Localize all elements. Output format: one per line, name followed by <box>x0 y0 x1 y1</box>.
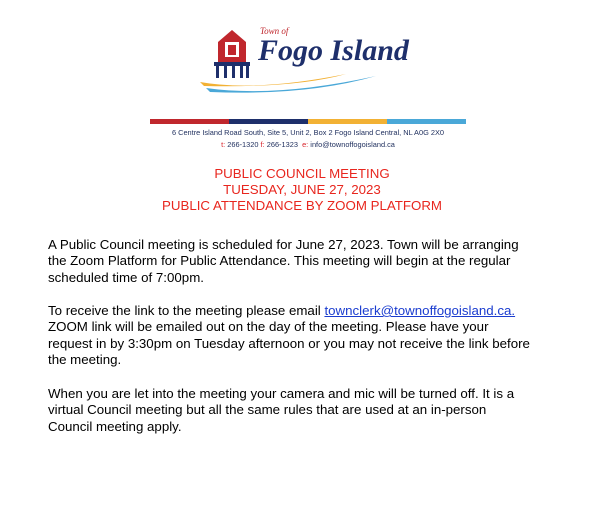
paragraph3-line1: When you are let into the meeting your camera and mic will be turned off. It is a <box>48 386 515 401</box>
paragraph3-line3: Council meeting apply. <box>48 418 182 434</box>
notice-heading <box>0 166 604 214</box>
bar-segment-gold <box>308 119 387 124</box>
paragraph-rules <box>48 386 588 435</box>
clerk-email-link[interactable]: townclerk@townoffogoisland.ca. <box>324 303 516 318</box>
heading-line-1: PUBLIC COUNCIL MEETING <box>214 166 390 181</box>
phone-number: 266-1320 <box>227 140 259 149</box>
paragraph-link <box>48 303 588 368</box>
heading-line-2: TUESDAY, JUNE 27, 2023 <box>223 182 381 197</box>
fax-label: f: <box>260 140 265 149</box>
paragraph2-line4: the meeting. <box>48 351 122 367</box>
fax-number: 266-1323 <box>266 140 298 149</box>
paragraph2-line1-prefix: To receive the link to the meeting please email <box>48 303 325 318</box>
address-line: 6 Centre Island Road South, Site 5, Unit 2, Box 2 Fogo Island Central, NL A0G 2X0 <box>171 128 445 137</box>
paragraph-schedule <box>48 237 588 286</box>
phone-label: t: <box>221 140 226 149</box>
paragraph1-line2: the Zoom Platform for Public Attendance. This meeting will begin at the regular <box>48 253 511 269</box>
town-logo <box>196 18 436 98</box>
paragraph2-line2: ZOOM link will be emailed out on the day of the meeting. Please have your <box>48 319 489 335</box>
heading-line-3: PUBLIC ATTENDANCE BY ZOOM PLATFORM <box>161 198 442 213</box>
bar-segment-blue <box>387 119 466 124</box>
bar-segment-navy <box>229 119 308 124</box>
contact-email: info@townoffogoisland.ca <box>310 140 395 149</box>
bar-segment-red <box>150 119 229 124</box>
paragraph1-line1: A Public Council meeting is scheduled for June 27, 2023. Town will be arranging <box>48 237 519 252</box>
contact-line <box>150 140 466 149</box>
town-name-text: Fogo Island <box>258 34 409 67</box>
letterhead-color-bar <box>150 119 466 124</box>
paragraph2-line1 <box>48 303 588 319</box>
town-of-text: Town of <box>260 26 289 36</box>
paragraph3-line2: virtual Council meeting but all the same rules that are used at an in-person <box>48 402 487 418</box>
email-label: e: <box>302 140 309 149</box>
paragraph1-line3: scheduled time of 7:00pm. <box>48 269 204 285</box>
paragraph2-line3: request in by 3:30pm on Tuesday afternoon or you may not receive the link before <box>48 335 530 351</box>
